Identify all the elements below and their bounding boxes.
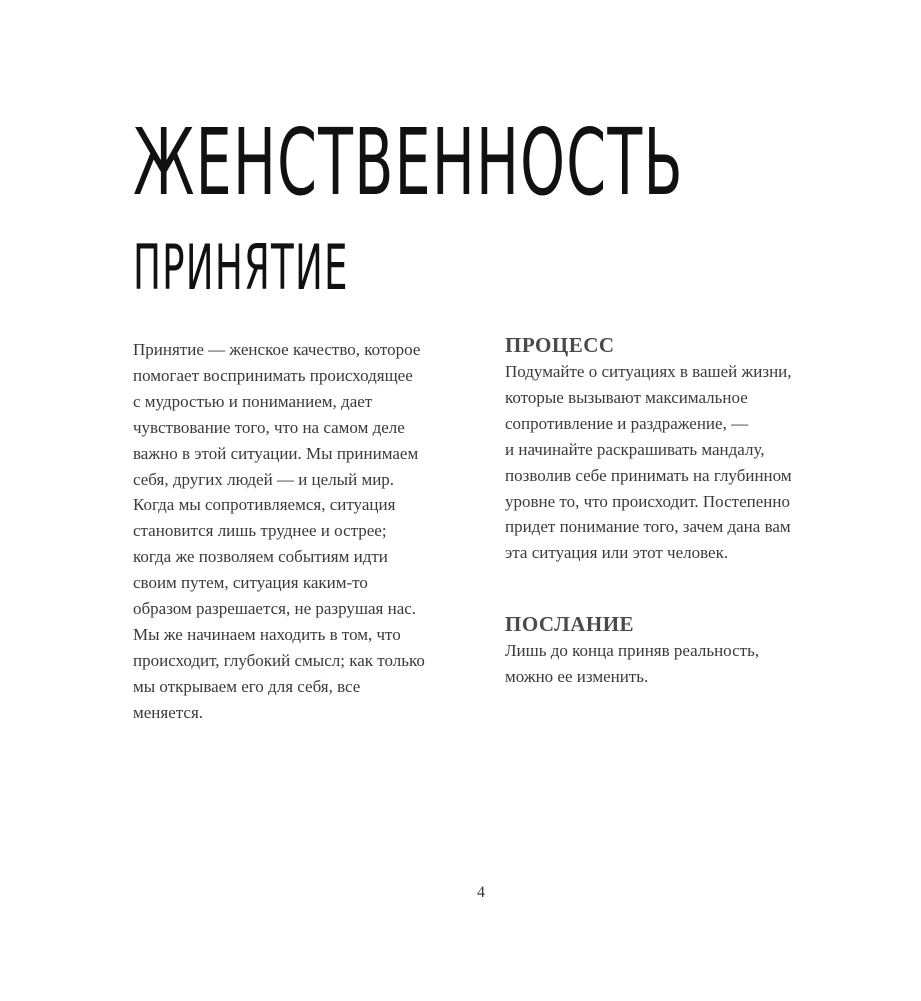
sidebar-column xyxy=(505,331,792,690)
text-line: когда же позволяем событиям идти xyxy=(133,547,388,567)
process-heading: ПРОЦЕСС xyxy=(505,333,615,357)
text-line: себя, других людей — и целый мир. xyxy=(133,469,395,489)
text-line: образом разрешается, не разрушая нас. xyxy=(133,599,417,619)
text-line: позволив себе принимать на глубинном xyxy=(505,465,792,485)
text-line: которые вызывают максимальное xyxy=(505,387,748,407)
page-number: 4 xyxy=(477,884,485,901)
text-line: меняется. xyxy=(133,702,204,722)
page-title: ЖЕНСТВЕННОСТЬ xyxy=(133,109,684,216)
text-line: Мы же начинаем находить в том, что xyxy=(133,624,401,644)
text-line: Подумайте о ситуациях в вашей жизни, xyxy=(505,362,792,381)
text-line: и начинайте раскрашивать мандалу, xyxy=(505,439,765,459)
message-heading: ПОСЛАНИЕ xyxy=(505,612,635,637)
text-line: уровне то, что происходит. Постепенно xyxy=(505,491,790,511)
text-line: помогает воспринимать происходящее xyxy=(133,365,413,385)
text-line: эта ситуация или этот человек. xyxy=(505,543,729,563)
text-line: своим путем, ситуация каким-то xyxy=(133,573,368,593)
section-title: ПРИНЯТИЕ xyxy=(133,231,349,304)
text-line: чувствование того, что на самом деле xyxy=(133,417,405,437)
spacer xyxy=(505,566,792,610)
text-line: сопротивление и раздражение, — xyxy=(505,413,749,433)
text-line: становится лишь труднее и острее; xyxy=(133,521,387,541)
text-line: происходит, глубокий смысл; как только xyxy=(133,650,425,670)
text-line: Лишь до конца приняв реальность, xyxy=(505,641,760,661)
text-line: Когда мы сопротивляемся, ситуация xyxy=(133,495,396,515)
text-line: мы открываем его для себя, все xyxy=(133,676,361,696)
intro-text xyxy=(133,337,425,726)
text-line: важно в этой ситуации. Мы принимаем xyxy=(133,443,419,463)
text-line: Принятие — женское качество, которое xyxy=(133,340,421,359)
text-line: придет понимание того, зачем дана вам xyxy=(505,517,791,537)
text-line: можно ее изменить. xyxy=(505,667,649,687)
text-line: с мудростью и пониманием, дает xyxy=(133,391,373,411)
